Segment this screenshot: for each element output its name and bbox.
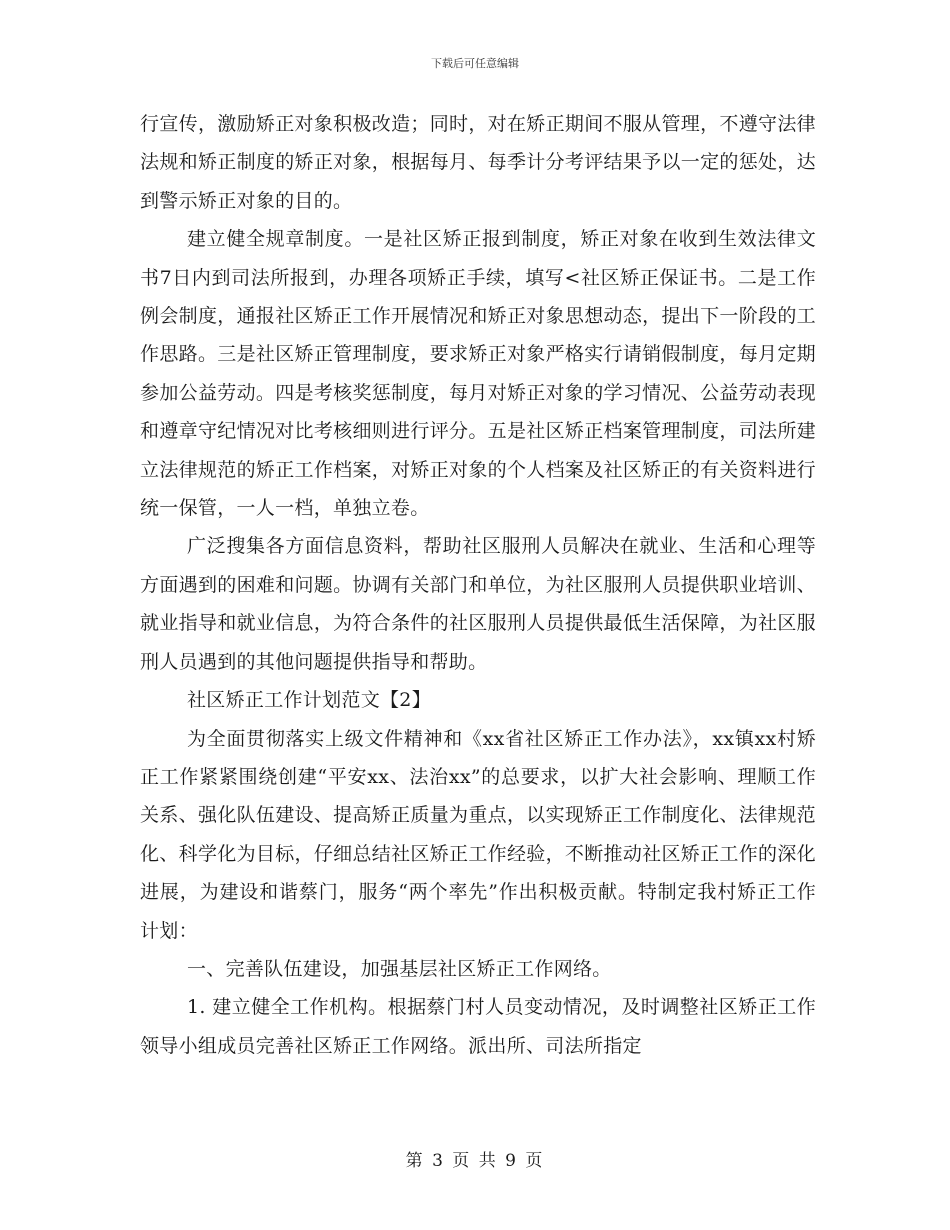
paragraph-continuation: 行宣传，激励矫正对象积极改造；同时，对在矫正期间不服从管理，不遵守法律法规和矫正制度的矫正对象，根据每月、每季计分考评结果予以一定的惩处，达到警示矫正对象的目的。 xyxy=(140,113,816,212)
paragraph-item-one: 1. 建立健全工作机构。根据蔡门村人员变动情况，及时调整社区矫正工作领导小组成员完善社区矫正工作网络。派出所、司法所指定 xyxy=(140,996,816,1057)
body-text xyxy=(140,105,816,1065)
paragraph-regulations: 建立健全规章制度。一是社区矫正报到制度，矫正对象在收到生效法律文书7日内到司法所报到，办理各项矫正手续，填写<社区矫正保证书。二是工作例会制度，通报社区矫正工作开展情况和矫正对象思想动态，提出下一阶段的工作思路。三是社区矫正管理制度，要求矫正对象严格实行请销假制度，每月定期参加公益劳动。四是考核奖惩制度，每月对矫正对象的学习情况、公益劳动表现和遵章守纪情况对比考核细则进行评分。五是社区矫正档案管理制度，司法所建立法律规范的矫正工作档案，对矫正对象的个人档案及社区矫正的有关资料进行统一保管，一人一档，单独立卷。 xyxy=(140,228,816,520)
paragraph-assistance: 广泛搜集各方面信息资料，帮助社区服刑人员解决在就业、生活和心理等方面遇到的困难和问题。协调有关部门和单位，为社区服刑人员提供职业培训、就业指导和就业信息，为符合条件的社区服刑人员提供最低生活保障，为社区服刑人员遇到的其他问题提供指导和帮助。 xyxy=(140,535,816,673)
paragraph-intro: 为全面贯彻落实上级文件精神和《xx省社区矫正工作办法》，xx镇xx村矫正工作紧紧围绕创建“平安xx、法治xx”的总要求，以扩大社会影响、理顺工作关系、强化队伍建设、提高矫正质量为重点，以实现矫正工作制度化、法律规范化、科学化为目标，仔细总结社区矫正工作经验，不断推动社区矫正工作的深化进展，为建设和谐蔡门，服务“两个率先”作出积极贡献。特制定我村矫正工作计划： xyxy=(140,727,816,942)
section-title: 社区矫正工作计划范文【2】 xyxy=(187,689,431,712)
heading-one: 一、完善队伍建设，加强基层社区矫正工作网络。 xyxy=(187,957,612,980)
page-footer: 第 3 页 共 9 页 xyxy=(405,1151,545,1171)
header-note: 下载后可任意编辑 xyxy=(431,57,519,70)
